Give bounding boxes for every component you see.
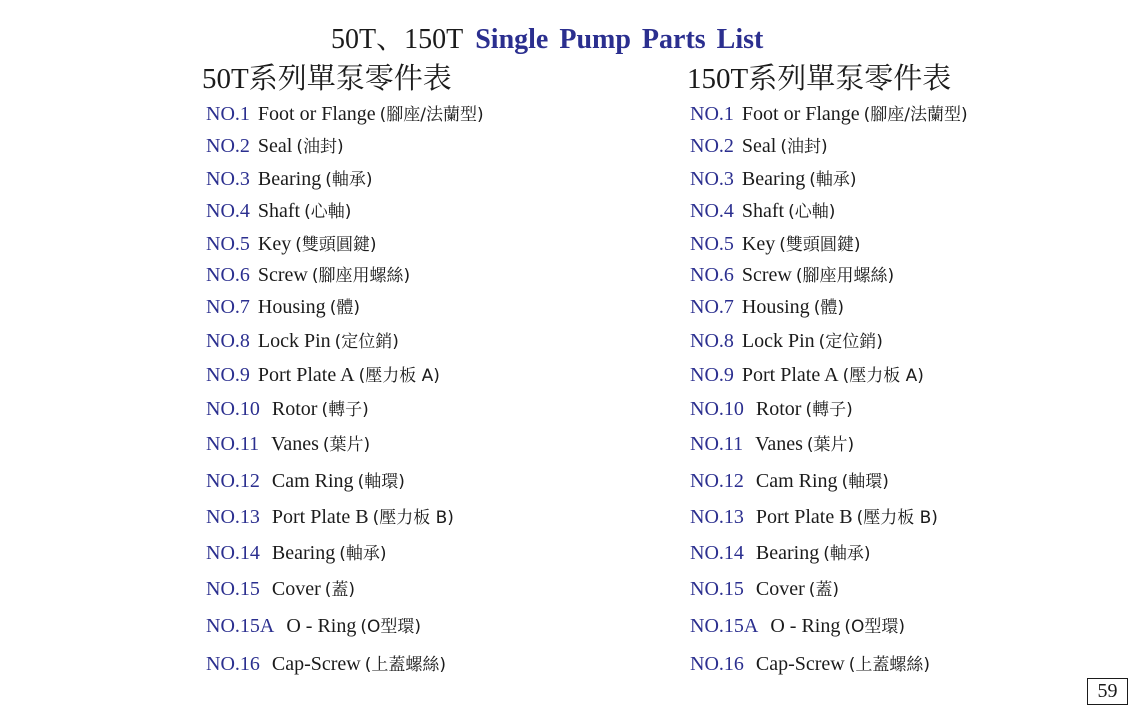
part-chinese-name: (心軸) [304,202,352,222]
part-chinese-name: (油封) [296,137,344,157]
part-chinese-name: (壓力板 A) [842,366,924,386]
part-chinese-name: (定位銷) [818,332,883,352]
part-number: NO.8 [206,330,250,352]
part-chinese-name: (上蓋螺絲) [848,655,931,675]
part-row [206,468,405,495]
part-name: Port Plate B [271,506,369,528]
part-row [690,166,856,193]
part-name: Port Plate A [257,364,355,386]
part-name: Key [741,233,776,255]
part-number: NO.14 [206,542,260,564]
part-name: Bearing [257,168,322,190]
part-number: NO.13 [206,506,260,528]
part-number: NO.10 [690,398,744,420]
part-number: NO.3 [690,168,734,190]
part-number: NO.4 [690,200,734,222]
part-number: NO.15 [690,578,744,600]
part-chinese-name: (軸環) [841,472,889,492]
part-chinese-name: (壓力板 B) [856,508,938,528]
part-row [690,540,870,567]
part-name: Vanes [271,433,319,455]
part-number: NO.7 [690,296,734,318]
part-chinese-name: (軸承) [823,544,871,564]
part-number: NO.2 [690,135,734,157]
part-number: NO.10 [206,398,260,420]
part-chinese-name: (葉片) [806,435,855,455]
part-row [690,294,844,321]
part-number: NO.2 [206,135,250,157]
column-heading-150t: 150T系列單泵零件表 [687,63,952,95]
part-number: NO.5 [690,233,734,255]
column-heading-50t: 50T系列單泵零件表 [202,63,452,95]
part-row [206,101,484,128]
part-name: Screw [257,264,308,286]
part-number: NO.11 [206,433,260,455]
part-number: NO.5 [206,233,250,255]
part-number: NO.6 [690,264,734,286]
part-row [690,101,968,128]
part-row [690,651,930,678]
part-name: Cap-Screw [271,653,361,675]
part-row [690,198,835,225]
part-name: Cam Ring [271,470,354,492]
part-chinese-name: (定位銷) [334,332,399,352]
part-number: NO.9 [206,364,250,386]
part-name: Cam Ring [755,470,838,492]
part-number: NO.12 [206,470,260,492]
part-row [690,262,894,289]
part-row [206,651,446,678]
part-row [690,362,924,389]
part-name: Seal [741,135,777,157]
part-chinese-name: (壓力板 A) [358,366,440,386]
part-chinese-name: (腳座/法蘭型) [863,105,968,125]
part-chinese-name: (蓋) [324,580,356,600]
title-models: 50T、150T [331,24,464,55]
part-name: O - Ring [770,615,841,637]
part-number: NO.3 [206,168,250,190]
part-row [206,396,369,423]
part-name: Cap-Screw [755,653,845,675]
part-row [690,328,883,355]
part-row [206,231,376,258]
part-number: NO.6 [206,264,250,286]
part-name: Lock Pin [257,330,331,352]
part-number: NO.15 [206,578,260,600]
part-chinese-name: (心軸) [788,202,836,222]
part-chinese-name: (O型環) [844,617,905,637]
part-row [206,576,355,603]
part-row [206,613,421,640]
part-number: NO.16 [206,653,260,675]
part-name: Rotor [755,398,802,420]
part-name: Cover [271,578,321,600]
part-number: NO.8 [690,330,734,352]
part-name: Housing [257,296,326,318]
part-number: NO.12 [690,470,744,492]
part-row [206,294,360,321]
part-chinese-name: (軸承) [325,170,373,190]
part-number: NO.1 [206,103,250,125]
part-row [206,133,344,160]
part-chinese-name: (葉片) [322,435,371,455]
part-chinese-name: (上蓋螺絲) [364,655,447,675]
part-row [690,468,889,495]
part-name: Vanes [755,433,803,455]
part-number: NO.7 [206,296,250,318]
page-number: 59 [1087,678,1128,705]
part-row [206,504,454,531]
part-chinese-name: (腳座用螺絲) [311,266,411,286]
part-row [206,540,386,567]
part-chinese-name: (腳座用螺絲) [795,266,895,286]
part-number: NO.13 [690,506,744,528]
part-chinese-name: (轉子) [805,400,853,420]
part-name: Bearing [755,542,820,564]
part-name: Seal [257,135,293,157]
part-name: Cover [755,578,805,600]
part-number: NO.4 [206,200,250,222]
part-row [690,576,839,603]
part-chinese-name: (軸承) [809,170,857,190]
part-name: Bearing [271,542,336,564]
part-name: Shaft [257,200,301,222]
part-row [206,166,372,193]
part-number: NO.15A [206,615,275,637]
part-number: NO.11 [690,433,744,455]
part-name: Rotor [271,398,318,420]
part-row [206,262,410,289]
part-number: NO.15A [690,615,759,637]
part-number: NO.16 [690,653,744,675]
part-number: NO.9 [690,364,734,386]
part-name: Port Plate B [755,506,853,528]
part-chinese-name: (轉子) [321,400,369,420]
part-chinese-name: (O型環) [360,617,421,637]
part-row [690,613,905,640]
part-chinese-name: (油封) [780,137,828,157]
part-row [690,504,938,531]
part-chinese-name: (軸環) [357,472,405,492]
part-name: Foot or Flange [741,103,860,125]
part-row [206,328,399,355]
part-chinese-name: (體) [813,298,844,318]
part-row [690,396,853,423]
part-name: O - Ring [286,615,357,637]
part-chinese-name: (腳座/法蘭型) [379,105,484,125]
part-number: NO.1 [690,103,734,125]
part-name: Lock Pin [741,330,815,352]
part-row [206,198,351,225]
part-chinese-name: (軸承) [339,544,387,564]
part-chinese-name: (雙頭圓鍵) [779,235,861,255]
part-chinese-name: (雙頭圓鍵) [295,235,377,255]
part-row [206,431,370,458]
part-name: Screw [741,264,792,286]
part-chinese-name: (壓力板 B) [372,508,454,528]
part-name: Bearing [741,168,806,190]
part-row [690,431,854,458]
part-name: Shaft [741,200,785,222]
part-row [690,133,828,160]
part-number: NO.14 [690,542,744,564]
part-row [206,362,440,389]
page-title [331,22,763,58]
part-row [690,231,860,258]
part-name: Foot or Flange [257,103,376,125]
part-name: Key [257,233,292,255]
part-name: Housing [741,296,810,318]
part-name: Port Plate A [741,364,839,386]
part-chinese-name: (體) [329,298,360,318]
part-chinese-name: (蓋) [808,580,840,600]
title-main: Single Pump Parts List [475,24,764,55]
